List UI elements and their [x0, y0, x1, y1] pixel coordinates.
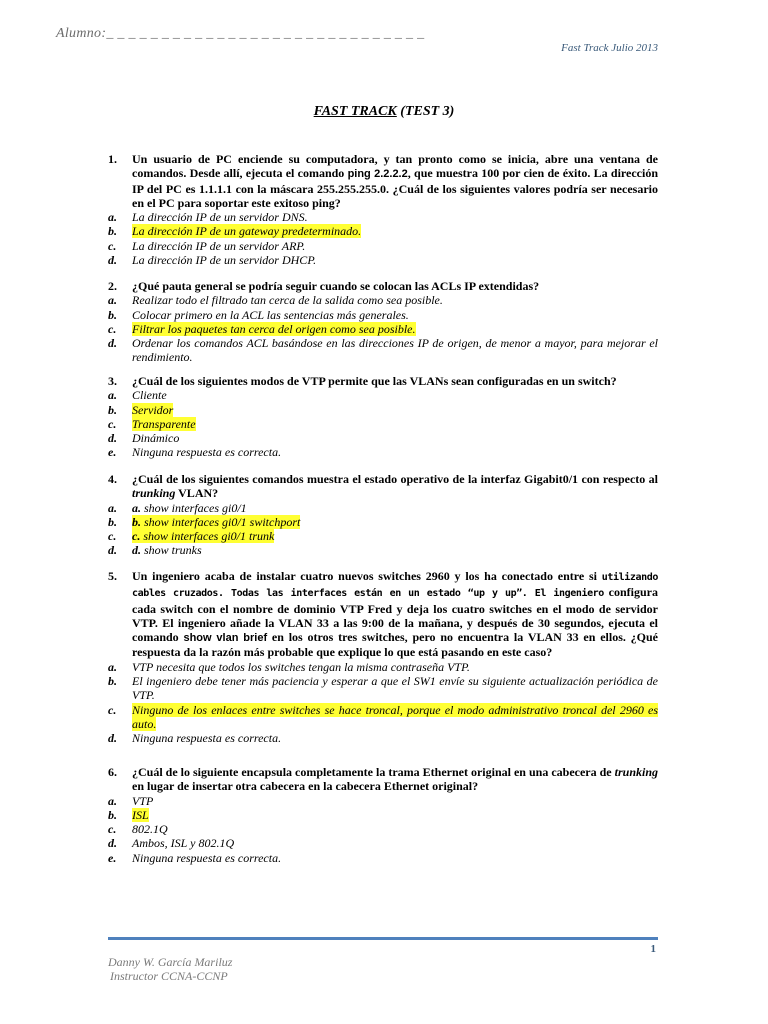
answer-option: a. VTP necesita que todos los switches tengan la misma contraseña VTP. — [108, 659, 470, 674]
answer-option: c. La dirección IP de un servidor ARP. — [108, 238, 306, 253]
answer-option-correct: c. c. show interfaces gi0/1 trunk — [108, 529, 275, 544]
question-5 — [108, 569, 658, 746]
footer-divider — [108, 937, 658, 940]
footer-author: Danny W. García Mariluz — [108, 955, 233, 969]
course-header: Fast Track Julio 2013 — [561, 42, 658, 54]
answer-option: d. Ambos, ISL y 802.1Q — [108, 836, 235, 851]
question-number: 3. — [108, 374, 117, 388]
question-stem: 1. Un usuario de PC enciende su computadora, y tan pronto como se inicia, abre una ventana de comandos. Desde allí, ejecuta el comando ping 2.2.2.2, que muestra 100 por cien de éxito. La dirección IP del PC es 1.1.1.1 con la máscara 255.255.255.0. ¿Cuál de los siguientes valores podría ser necesario en el PC para soportar este exitoso ping? — [108, 152, 658, 210]
command-text: show vlan brief — [183, 632, 268, 645]
question-stem: 4. ¿Cuál de los siguientes comandos muestra el estado operativo de la interfaz Gigabit0/1 con respecto al trunking VLAN? — [108, 472, 658, 501]
answer-option: e. Ninguna respuesta es correcta. — [108, 850, 282, 865]
question-number: 4. — [108, 472, 117, 486]
answer-option-correct: b. Servidor — [108, 402, 174, 417]
question-1 — [108, 152, 658, 267]
answer-option: a. Cliente — [108, 388, 167, 403]
answer-option: d. La dirección IP de un servidor DHCP. — [108, 253, 317, 268]
answer-option: a. La dirección IP de un servidor DNS. — [108, 210, 308, 225]
answer-option: d. Ninguna respuesta es correcta. — [108, 731, 282, 746]
answer-option: b. El ingeniero debe tener más paciencia y esperar a que el SW1 envíe su siguiente actualización periódica de VTP. — [108, 674, 658, 703]
page-number: 1 — [650, 943, 656, 955]
question-number: 1. — [108, 152, 117, 166]
question-number: 2. — [108, 279, 117, 293]
answer-option: a. VTP — [108, 793, 154, 808]
question-3 — [108, 374, 658, 460]
page-title — [0, 104, 768, 120]
question-number: 5. — [108, 569, 117, 583]
answer-option: a. a. show interfaces gi0/1 — [108, 500, 247, 515]
answer-option: d. Dinámico — [108, 431, 180, 446]
answer-option-correct: b. La dirección IP de un gateway predeterminado. — [108, 224, 362, 239]
question-4 — [108, 472, 658, 558]
question-2 — [108, 279, 658, 365]
answer-option: d. d. show trunks — [108, 543, 202, 558]
answer-option: e. Ninguna respuesta es correcta. — [108, 445, 282, 460]
student-name-field: Alumno:_ _ _ _ _ _ _ _ _ _ _ _ _ _ _ _ _ _ _ _ _ _ _ _ _ _ _ _ _ — [56, 26, 425, 41]
answer-option-correct: c. Ninguno de los enlaces entre switches se hace troncal, porque el modo administrativo troncal del 2960 es auto. — [108, 702, 658, 731]
question-number: 6. — [108, 765, 117, 779]
answer-option-correct: b. ISL — [108, 807, 149, 822]
command-text: ping 2.2.2.2 — [347, 168, 408, 181]
question-stem: 3. ¿Cuál de los siguientes modos de VTP permite que las VLANs sean configuradas en un switch? — [108, 374, 617, 388]
answer-option-correct: b. b. show interfaces gi0/1 switchport — [108, 514, 301, 529]
answer-option: a. Realizar todo el filtrado tan cerca de la salida como sea posible. — [108, 293, 443, 308]
question-stem: 2. ¿Qué pauta general se podría seguir cuando se colocan las ACLs IP extendidas? — [108, 279, 540, 293]
answer-option: b. Colocar primero en la ACL las sentencias más generales. — [108, 307, 409, 322]
question-stem: 5. Un ingeniero acaba de instalar cuatro nuevos switches 2960 y los ha conectado entre si utilizando cables cruzados. Todas las interfaces están en un estado “up y up”. El ingeniero configura cada switch con el nombre de dominio VTP Fred y deja los cuatro switches en el modo de servidor VTP. El ingeniero añade la VLAN 33 a las 9:00 de la mañana, y después de 30 segundos, ejecuta el comando show vlan brief en los otros tres switches, pero no encuentra la VLAN 33 en ellos. ¿Qué respuesta da la razón más probable que explique lo que está pasando en este caso? — [108, 569, 659, 660]
title-main: FAST TRACK — [313, 104, 397, 119]
answer-option: d. Ordenar los comandos ACL basándose en las direcciones IP de origen, de menor a mayor, para mejorar el rendimiento. — [108, 336, 658, 365]
title-sub: (TEST 3) — [400, 104, 455, 119]
question-stem: 6. ¿Cuál de lo siguiente encapsula completamente la trama Ethernet original en una cabecera de trunking en lugar de insertar otra cabecera en la cabecera Ethernet original? — [108, 765, 658, 794]
answer-option-correct: c. Filtrar los paquetes tan cerca del origen como sea posible. — [108, 321, 416, 336]
question-6 — [108, 765, 658, 865]
answer-option-correct: c. Transparente — [108, 416, 196, 431]
answer-option: c. 802.1Q — [108, 822, 168, 837]
footer-role: Instructor CCNA-CCNP — [110, 969, 228, 983]
